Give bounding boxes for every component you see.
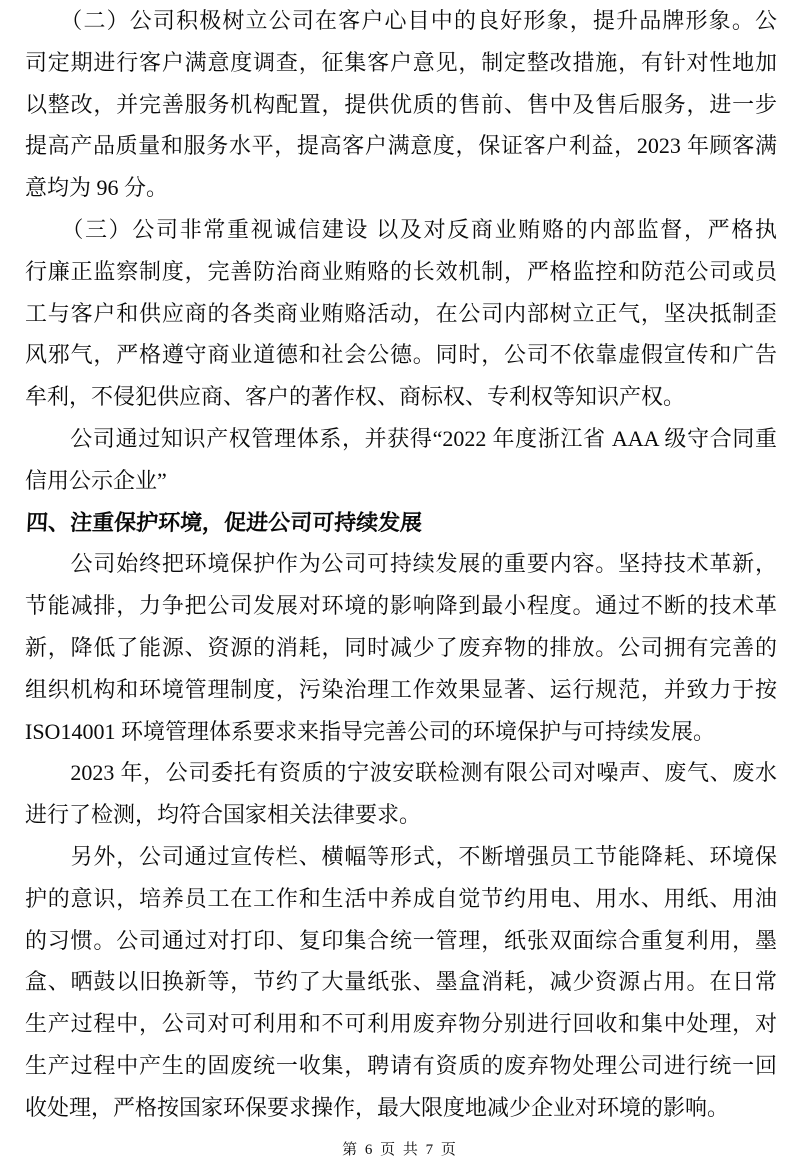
page-number-label: 第 6 页 共 7 页 (342, 1142, 458, 1158)
text-line: （三）公司非常重视诚信建设 以及对反商业贿赂的内部监督，严格执 (25, 216, 777, 242)
text-line: 公司始终把环境保护作为公司可持续发展的重要内容。坚持技术革新， (25, 551, 777, 577)
text-line: 新，降低了能源、资源的消耗，同时减少了废弃物的排放。公司拥有完善的 (25, 634, 777, 660)
paragraph (25, 0, 777, 209)
text-line: 另外，公司通过宣传栏、横幅等形式，不断增强员工节能降耗、环境保 (25, 843, 777, 869)
paragraph (25, 209, 777, 418)
text-line: 盒、晒鼓以旧换新等，节约了大量纸张、墨盒消耗，减少资源占用。在日常 (25, 969, 777, 995)
text-line: 牟利，不侵犯供应商、客户的著作权、商标权、专利权等知识产权。 (25, 384, 686, 410)
paragraph (25, 836, 777, 1129)
text-line: 护的意识，培养员工在工作和生活中养成自觉节约用电、用水、用纸、用油 (25, 885, 777, 911)
text-line: 进行了检测，均符合国家相关法律要求。 (25, 802, 422, 828)
text-line: 生产过程中产生的固废统一收集，聘请有资质的废弃物处理公司进行统一回 (25, 1052, 777, 1078)
text-line: 节能减排，力争把公司发展对环境的影响降到最小程度。通过不断的技术革 (25, 593, 777, 619)
text-line: 意均为 96 分。 (25, 175, 169, 201)
text-line: 组织机构和环境管理制度，污染治理工作效果显著、运行规范，并致力于按 (25, 676, 777, 702)
text-line: 四、注重保护环境，促进公司可持续发展 (25, 509, 423, 535)
text-line: 行廉正监察制度，完善防治商业贿赂的长效机制，严格监控和防范公司或员 (25, 258, 777, 284)
text-line: 风邪气，严格遵守商业道德和社会公德。同时，公司不依靠虚假宣传和广告 (25, 342, 777, 368)
text-line: 2023 年，公司委托有资质的宁波安联检测有限公司对噪声、废气、废水 (25, 760, 777, 786)
text-line: 司定期进行客户满意度调查，征集客户意见，制定整改措施，有针对性地加 (25, 49, 777, 75)
section-heading (25, 502, 777, 544)
text-line: 提高产品质量和服务水平，提高客户满意度，保证客户利益，2023 年顾客满 (25, 133, 777, 159)
page-footer (0, 1138, 800, 1159)
text-line: 收处理，严格按国家环保要求操作，最大限度地减少企业对环境的影响。 (25, 1094, 730, 1120)
paragraph (25, 418, 777, 502)
text-line: 生产过程中，公司对可利用和不可利用废弃物分别进行回收和集中处理，对 (25, 1011, 777, 1037)
text-line: 信用公示企业” (25, 467, 167, 493)
text-line: （二）公司积极树立公司在客户心目中的良好形象，提升品牌形象。公 (25, 8, 777, 33)
text-line: 公司通过知识产权管理体系，并获得“2022 年度浙江省 AAA 级守合同重 (25, 425, 777, 451)
paragraph (25, 543, 777, 752)
paragraph (25, 752, 777, 836)
text-line: 以整改，并完善服务机构配置，提供优质的售前、售中及售后服务，进一步 (25, 91, 777, 117)
text-line: 工与客户和供应商的各类商业贿赂活动，在公司内部树立正气，坚决抵制歪 (25, 300, 777, 326)
text-line: 的习惯。公司通过对打印、复印集合统一管理，纸张双面综合重复利用，墨 (25, 927, 777, 953)
text-line: ISO14001 环境管理体系要求来指导完善公司的环境保护与可持续发展。 (25, 718, 715, 744)
document-content (25, 0, 777, 1129)
